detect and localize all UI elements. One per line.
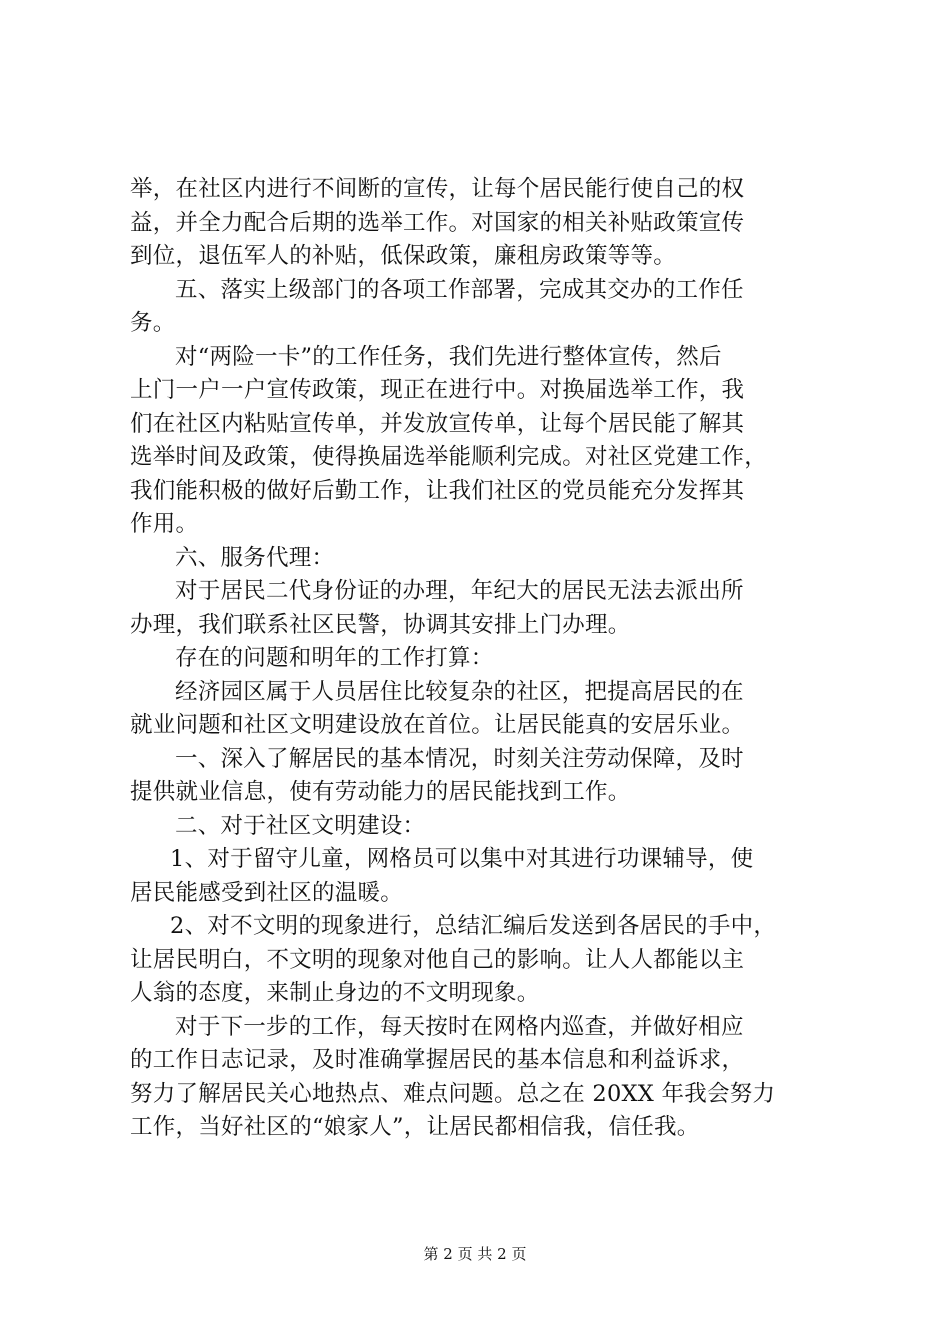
text-line: 六、服务代理：	[175, 544, 335, 571]
text-line: 对于居民二代身份证的办理，年纪大的居民无法去派出所	[175, 578, 744, 604]
text-line: 就业问题和社区文明建设放在首位。让居民能真的安居乐业。	[130, 712, 745, 738]
text-line: 务。	[130, 310, 176, 336]
text-line: 选举时间及政策，使得换届选举能顺利完成。对社区党建工作，	[130, 444, 768, 470]
text-line: 作用。	[130, 511, 199, 537]
text-line: 存在的问题和明年的工作打算：	[175, 645, 494, 671]
text-line: 对“两险一卡”的工作任务，我们先进行整体宣传，然后	[175, 343, 722, 370]
text-line: 的工作日志记录，及时准确掌握居民的基本信息和利益诉求，	[130, 1047, 745, 1073]
page-footer: 第 2 页 共 2 页	[423, 1245, 527, 1263]
text-line: 们在社区内粘贴宣传单，并发放宣传单，让每个居民能了解其	[130, 410, 745, 437]
text-line: 工作，当好社区的“娘家人”，让居民都相信我，信任我。	[130, 1114, 700, 1140]
text-line: 让居民明白，不文明的现象对他自己的影响。让人人都能以主	[130, 946, 745, 973]
text-line: 努力了解居民关心地热点、难点问题。总之在 20XX 年我会努力	[130, 1080, 776, 1107]
text-line: 对于下一步的工作，每天按时在网格内巡查，并做好相应	[175, 1013, 744, 1040]
text-line: 2、对不文明的现象进行，总结汇编后发送到各居民的手中，	[170, 913, 777, 939]
document-body	[130, 173, 845, 1145]
text-line: 益，并全力配合后期的选举工作。对国家的相关补贴政策宣传	[130, 209, 745, 236]
text-line: 五、落实上级部门的各项工作部署，完成其交办的工作任	[175, 276, 744, 303]
text-line: 1、对于留守儿童，网格员可以集中对其进行功课辅导，使	[170, 846, 754, 872]
text-line: 我们能积极的做好后勤工作，让我们社区的党员能充分发挥其	[130, 477, 745, 504]
text-line: 到位，退伍军人的补贴，低保政策，廉租房政策等等。	[130, 243, 677, 269]
text-line: 举，在社区内进行不间断的宣传，让每个居民能行使自己的权	[130, 176, 745, 202]
text-line: 经济园区属于人员居住比较复杂的社区，把提高居民的在	[175, 678, 744, 705]
text-line: 提供就业信息，使有劳动能力的居民能找到工作。	[130, 779, 631, 805]
text-line: 一、深入了解居民的基本情况，时刻关注劳动保障，及时	[175, 745, 744, 772]
text-line: 上门一户一户宣传政策，现正在进行中。对换届选举工作，我	[130, 377, 745, 403]
text-line: 办理，我们联系社区民警，协调其安排上门办理。	[130, 611, 631, 638]
text-line: 二、对于社区文明建设：	[175, 812, 426, 839]
text-line: 居民能感受到社区的温暖。	[130, 879, 404, 906]
text-line: 人翁的态度，来制止身边的不文明现象。	[130, 980, 540, 1006]
